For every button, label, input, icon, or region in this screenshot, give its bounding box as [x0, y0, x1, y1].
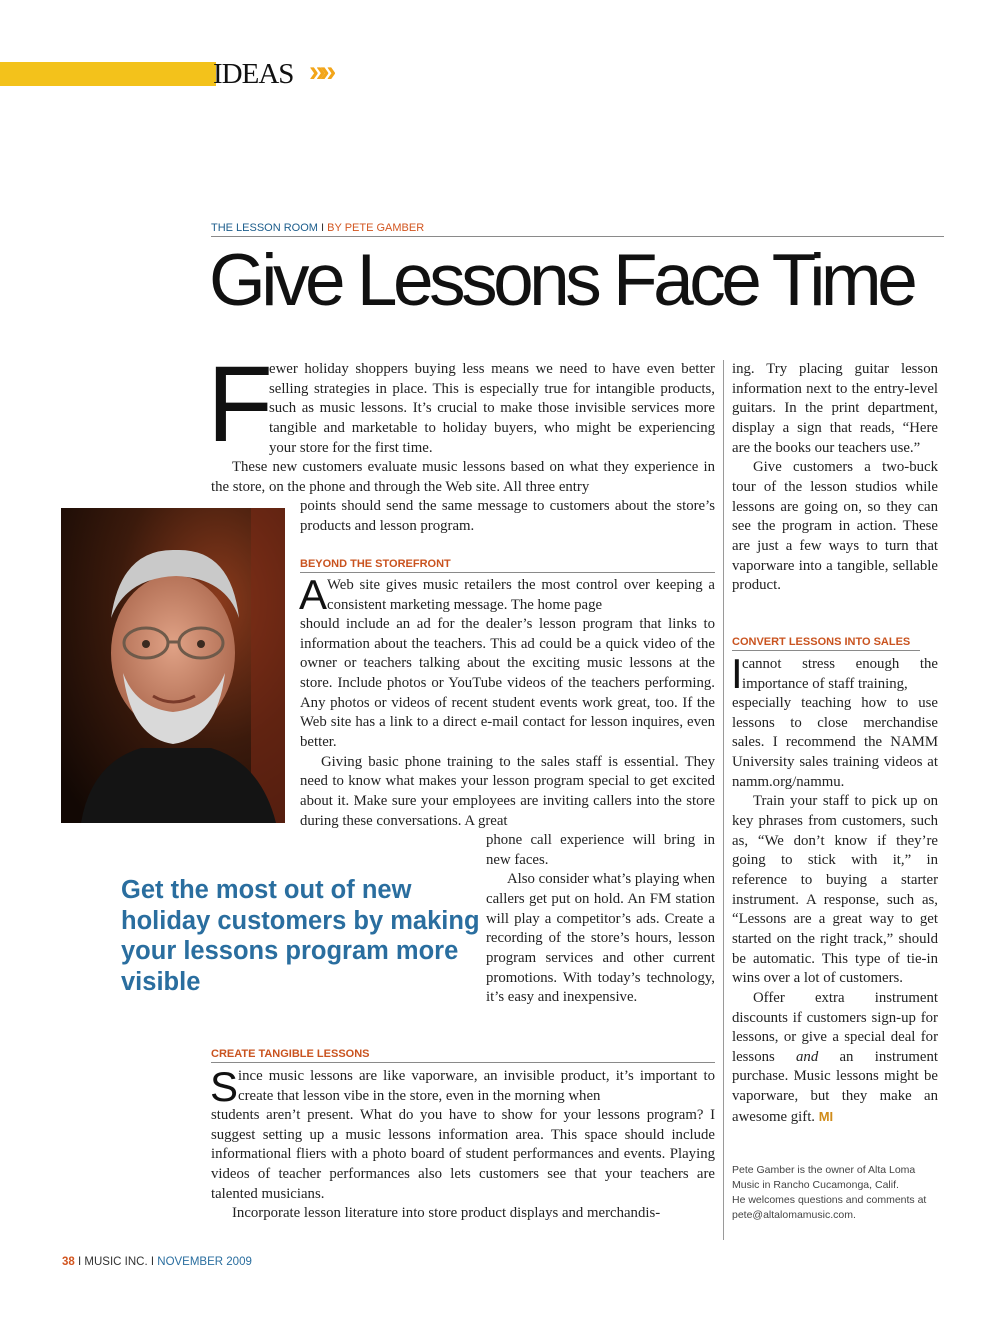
section-label: IDEAS	[213, 58, 294, 90]
create-text-2: Incorporate lesson literature into store product displays and merchandis-	[232, 1205, 661, 1222]
intro-text-2a: These new customers evaluate music lessons based on what they experience in the store, on the phone and through the Web site. All three entry	[211, 459, 715, 495]
subhead-create-tangible-lessons: CREATE TANGIBLE LESSONS	[211, 1047, 715, 1063]
intro-paragraph-3	[300, 497, 715, 536]
create-text-1b: students aren’t present. What do you have to show for your lessons program? I suggest setting up a music lessons information area. This space should include informational fliers with a photo board of student performances and events. Playing videos of teacher performances also lets customers see that your teachers are talented musicians.	[211, 1107, 715, 1202]
issue-date: NOVEMBER 2009	[157, 1256, 252, 1268]
kicker	[211, 221, 944, 237]
convert-text-2: Train your staff to pick up on key phrases from customers, such as, “We don’t know if they’re going to stick with it,” in reference to buying a starter instrument. A response, such as, “Lessons are a great way to get started on the right track,” should be automatic. This type of tie-in wins over a lot of customers.	[732, 793, 938, 987]
beyond-text-2: Giving basic phone training to the sales staff is essential. They need to know what makes your lesson program special to get excited about it. Make sure your employees are inviting callers into the store during these conversations. A great	[300, 753, 715, 829]
convert-text-3-post: an instrument purchase. Music lessons might be vaporware, but they make an awesome gift.	[732, 1048, 938, 1125]
create-paragraph	[211, 1106, 715, 1224]
intro-text-1: ewer holiday shoppers buying less means we need to have even better selling strategies in place. This is especially true for intangible products, such as music lessons. It’s crucial to make those invisible services more tangible and marketable to holiday buyers, who might be experiencing your store for the first time.	[269, 361, 715, 456]
subhead-beyond-storefront: BEYOND THE STOREFRONT	[300, 557, 715, 573]
drop-cap: I	[731, 650, 743, 697]
beyond-paragraph-narrow	[486, 831, 715, 1008]
convert-text-1b: especially teaching how to use lessons to close merchandise sales. I recommend the NAMM University sales training videos at namm.org/nammu.	[732, 695, 938, 790]
drop-cap: A	[299, 571, 328, 618]
kicker-separator: I	[321, 222, 325, 234]
beyond-paragraph-lead	[327, 576, 715, 615]
intro-paragraph-2	[211, 458, 715, 497]
column-divider	[723, 360, 724, 1240]
convert-text-3-em: and	[796, 1048, 819, 1065]
beyond-text-3: Also consider what’s playing when callers get put on hold. An FM station will play a competitor’s ads. Create a recording of the store’s hours, lesson program services and other current promotions. With today’s technology, it’s easy and inexpensive.	[486, 871, 715, 1006]
column-name: THE LESSON ROOM	[211, 222, 318, 234]
col3-text-1: ing. Try placing guitar lesson information next to the entry-level guitars. In the print department, display a sign that reads, “Here are the books our teachers use.”	[732, 361, 938, 456]
column3-paragraph	[732, 360, 938, 596]
folio-separator: I	[150, 1256, 155, 1268]
intro-paragraph	[269, 360, 715, 458]
beyond-paragraph	[300, 615, 715, 831]
create-paragraph-lead	[238, 1067, 715, 1106]
subhead-convert-lessons-into-sales: CONVERT LESSONS INTO SALES	[732, 635, 920, 651]
beyond-text-2b: phone call experience will bring in new faces.	[486, 832, 715, 868]
page-folio	[62, 1256, 252, 1268]
bio-line-2: He welcomes questions and comments at pete@altalomamusic.com.	[732, 1194, 927, 1221]
drop-cap: S	[210, 1063, 239, 1110]
author-photo	[61, 508, 285, 823]
byline: BY PETE GAMBER	[327, 222, 425, 234]
convert-text-1a: cannot stress enough the importance of staff training,	[742, 656, 938, 692]
author-bio	[732, 1163, 938, 1223]
beyond-text-1a: Web site gives music retailers the most control over keeping a consistent marketing message. The home page	[327, 577, 715, 613]
intro-text-2b: points should send the same message to customers about the store’s products and lesson program.	[300, 498, 715, 534]
drop-cap: F	[207, 343, 273, 464]
col3-text-2: Give customers a two-buck tour of the lesson studios while lessons are going on, so they can see the program in action. These are just a few ways to turn that vaporware into a tangible, sellable product.	[732, 459, 938, 594]
section-arrows-icon: »»	[309, 55, 331, 88]
convert-paragraph-lead	[742, 655, 938, 694]
article-headline: Give Lessons Face Time	[209, 240, 914, 321]
convert-text-3-pre: Offer extra instrument discounts if customers sign-up for lessons, or give a special deal for lessons	[732, 989, 938, 1065]
section-color-bar	[0, 62, 216, 86]
pull-quote: Get the most out of new holiday customers by making your lessons program more visible	[121, 876, 480, 996]
folio-separator: I	[78, 1256, 82, 1268]
create-text-1a: ince music lessons are like vaporware, an invisible product, it’s important to create that lesson vibe in the store, even in the morning when	[238, 1068, 715, 1104]
bio-line-1: Pete Gamber is the owner of Alta Loma Music in Rancho Cucamonga, Calif.	[732, 1164, 916, 1191]
end-mark: MI	[818, 1108, 834, 1124]
beyond-text-1b: should include an ad for the dealer’s lesson program that links to information about the teachers. This ad could be a quick video of the owner or teachers talking about the exciting music lessons at the store. Include photos or YouTube videos of the teachers performing. Any photos or videos of recent student events work great, too. If the Web site has a link to a direct e-mail contact for lesson inquires, even better.	[300, 616, 715, 750]
convert-text-3	[732, 989, 938, 1128]
convert-paragraph	[732, 694, 938, 1127]
page-number: 38	[62, 1256, 75, 1268]
magazine-name: MUSIC INC.	[84, 1256, 148, 1268]
